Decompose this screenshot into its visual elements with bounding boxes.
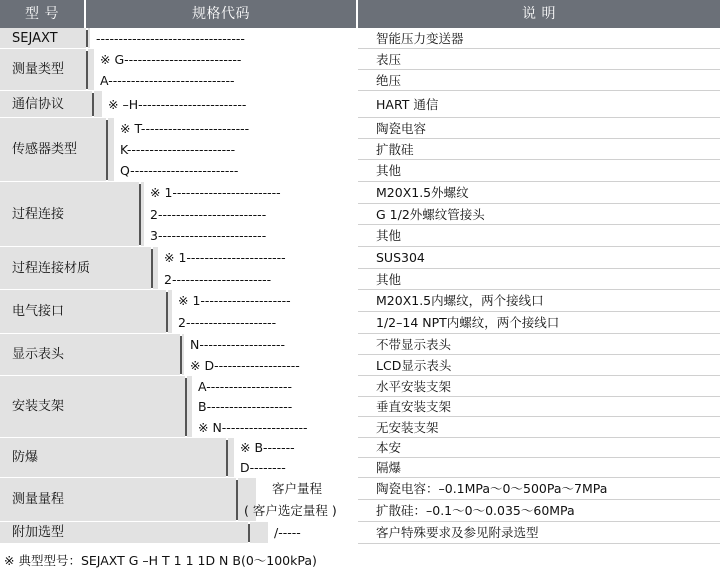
row-label: SEJAXT	[0, 28, 86, 49]
option-desc: 其他	[376, 228, 402, 243]
option-code: A-------------------	[198, 378, 292, 394]
option-rule	[358, 246, 720, 247]
option-code: 2----------------------	[164, 271, 272, 287]
option-rule	[358, 90, 720, 91]
row-label: 通信协议	[0, 91, 92, 118]
header-desc: 说 明	[358, 0, 720, 28]
option-desc: 扩散硅：–0.1～0～0.035～60MPa	[376, 503, 575, 518]
option-rule	[358, 138, 720, 139]
option-desc: 表压	[376, 51, 402, 67]
option-desc: 无安装支架	[376, 419, 439, 435]
row-label: 显示表头	[0, 334, 180, 376]
option-rule	[358, 354, 720, 355]
option-desc: 其他	[376, 163, 402, 178]
option-desc: 绝压	[376, 72, 402, 88]
option-rule	[358, 311, 720, 312]
option-rule	[358, 181, 720, 182]
option-rule	[358, 457, 720, 458]
option-desc: 其他	[376, 271, 402, 287]
option-code: ※ 1--------------------	[178, 293, 291, 308]
option-code: ---------------------------------	[96, 30, 245, 46]
option-code: A----------------------------	[100, 72, 235, 88]
option-rule	[358, 203, 720, 204]
row-label: 附加选型	[0, 522, 248, 544]
option-desc: 本安	[376, 440, 402, 455]
option-rule	[358, 375, 720, 376]
option-rule	[358, 416, 720, 417]
option-rule	[358, 333, 720, 334]
option-code: ※ G--------------------------	[100, 51, 242, 67]
option-rule	[358, 437, 720, 438]
option-desc: 陶瓷电容：–0.1MPa～0～500Pa～7MPa	[376, 481, 608, 496]
row-label: 防爆	[0, 438, 226, 478]
option-desc: 不带显示表头	[376, 336, 452, 352]
option-rule	[358, 159, 720, 160]
option-desc: M20X1.5内螺纹，两个接线口	[376, 293, 544, 308]
option-code: ※ 1----------------------	[164, 250, 286, 265]
row-label: 传感器类型	[0, 118, 106, 182]
option-code: ※ N-------------------	[198, 419, 308, 435]
typical-model-note: ※ 典型型号：SEJAXT G –H T 1 1 1D N B(0～100kPa)	[4, 553, 317, 568]
option-desc: 垂直安装支架	[376, 399, 452, 414]
option-code: ※ –H------------------------	[108, 96, 247, 112]
row-label: 测量量程	[0, 478, 236, 522]
option-code: 客户量程	[272, 481, 323, 496]
row-label: 测量类型	[0, 49, 86, 91]
option-desc: 隔爆	[376, 460, 402, 475]
option-rule	[358, 396, 720, 397]
option-code: ( 客户选定量程 )	[244, 503, 337, 518]
option-code: 2--------------------	[178, 315, 277, 330]
option-rule	[358, 499, 720, 500]
option-desc: 陶瓷电容	[376, 120, 427, 136]
option-rule	[358, 521, 720, 522]
option-code: ※ D-------------------	[190, 357, 300, 373]
option-desc: HART 通信	[376, 96, 439, 112]
option-desc: LCD显示表头	[376, 357, 452, 373]
option-code: 2------------------------	[150, 206, 267, 222]
option-desc: 1/2–14 NPT内螺纹，两个接线口	[376, 315, 560, 330]
option-rule	[358, 69, 720, 70]
row-label: 过程连接	[0, 182, 139, 247]
option-desc: 扩散硅	[376, 141, 414, 157]
row-label: 过程连接材质	[0, 247, 151, 290]
column-divider	[356, 28, 358, 544]
option-desc: 智能压力变送器	[376, 30, 464, 46]
option-code: ※ 1------------------------	[150, 185, 281, 200]
option-code: N-------------------	[190, 336, 286, 352]
row-label: 电气接口	[0, 290, 166, 334]
option-code: D--------	[240, 460, 286, 475]
option-rule	[358, 224, 720, 225]
option-desc: 客户特殊要求及参见附录选型	[376, 525, 539, 540]
option-rule	[358, 289, 720, 290]
option-rule	[358, 477, 720, 478]
option-code: ※ T------------------------	[120, 120, 250, 136]
header-code: 规格代码	[86, 0, 356, 28]
option-desc: 水平安装支架	[376, 378, 452, 394]
option-desc: SUS304	[376, 250, 425, 265]
option-code: B-------------------	[198, 399, 293, 414]
option-desc: G 1/2外螺纹管接头	[376, 206, 485, 222]
option-rule	[358, 117, 720, 118]
option-code: /-----	[274, 525, 301, 540]
header-type: 型 号	[0, 0, 84, 28]
option-code: ※ B-------	[240, 440, 295, 455]
option-code: Q------------------------	[120, 163, 239, 178]
option-rule	[358, 48, 720, 49]
option-code: K------------------------	[120, 141, 236, 157]
row-label: 安装支架	[0, 376, 185, 438]
option-rule	[358, 268, 720, 269]
option-desc: M20X1.5外螺纹	[376, 185, 469, 200]
option-code: 3------------------------	[150, 228, 267, 243]
option-rule	[358, 543, 720, 544]
